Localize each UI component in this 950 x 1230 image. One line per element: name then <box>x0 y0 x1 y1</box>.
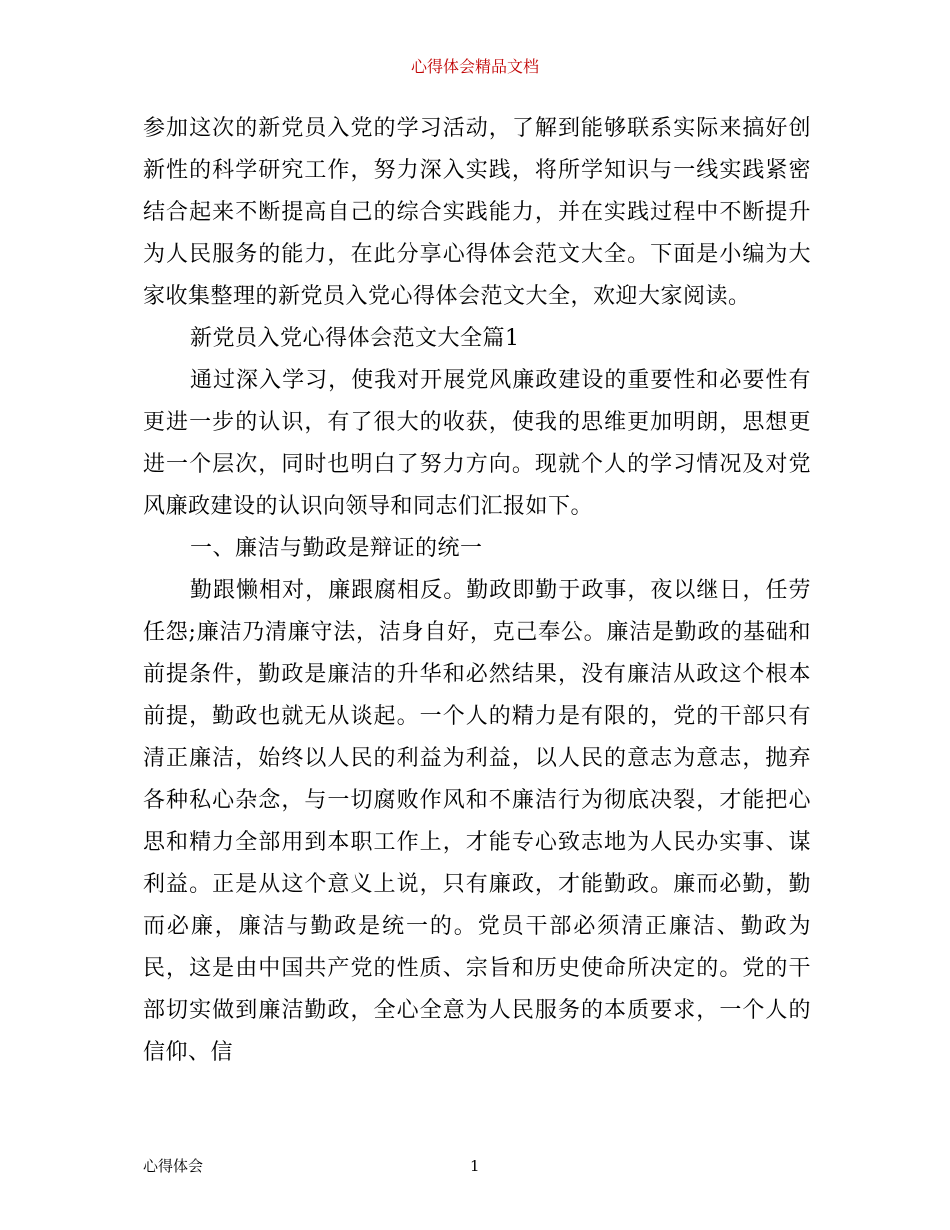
section-heading: 一、廉洁与勤政是辩证的统一 <box>190 536 483 561</box>
body-paragraph: 勤跟懒相对，廉跟腐相反。勤政即勤于政事，夜以继日，任劳任怨;廉洁乃清廉守法，洁身自好，克己奉公。廉洁是勤政的基础和前提条件，勤政是廉洁的升华和必然结果，没有廉洁从政这个根本前提，勤政也就无从谈起。一个人的精力是有限的，党的干部只有清正廉洁，始终以人民的利益为利益，以人民的意志为意志，抛弃各种私心杂念，与一切腐败作风和不廉洁行为彻底决裂，才能把心思和精力全部用到本职工作上，才能专心致志地为人民办实事、谋利益。正是从这个意义上说，只有廉政，才能勤政。廉而必勤，勤而必廉，廉洁与勤政是统一的。党员干部必须清正廉洁、勤政为民，这是由中国共产党的性质、宗旨和历史使命所决定的。党的干部切实做到廉洁勤政，全心全意为人民服务的本质要求，一个人的信仰、信 <box>143 578 811 1065</box>
footer-label: 心得体会 <box>143 1157 204 1175</box>
document-body <box>143 108 811 1074</box>
page-number: 1 <box>470 1157 480 1175</box>
body-paragraph: 通过深入学习，使我对开展党风廉政建设的重要性和必要性有更进一步的认识，有了很大的收获，使我的思维更加明朗，思想更进一个层次，同时也明白了努力方向。现就个人的学习情况及对党风廉政建设的认识向领导和同志们汇报如下。 <box>143 368 811 519</box>
intro-paragraph: 参加这次的新党员入党的学习活动，了解到能够联系实际来搞好创新性的科学研究工作，努力深入实践，将所学知识与一线实践紧密结合起来不断提高自己的综合实践能力，并在实践过程中不断提升为人民服务的能力，在此分享心得体会范文大全。下面是小编为大家收集整理的新党员入党心得体会范文大全，欢迎大家阅读。 <box>143 116 811 309</box>
page-header-title: 心得体会精品文档 <box>410 57 539 76</box>
article-heading: 新党员入党心得体会范文大全篇1 <box>190 326 520 351</box>
